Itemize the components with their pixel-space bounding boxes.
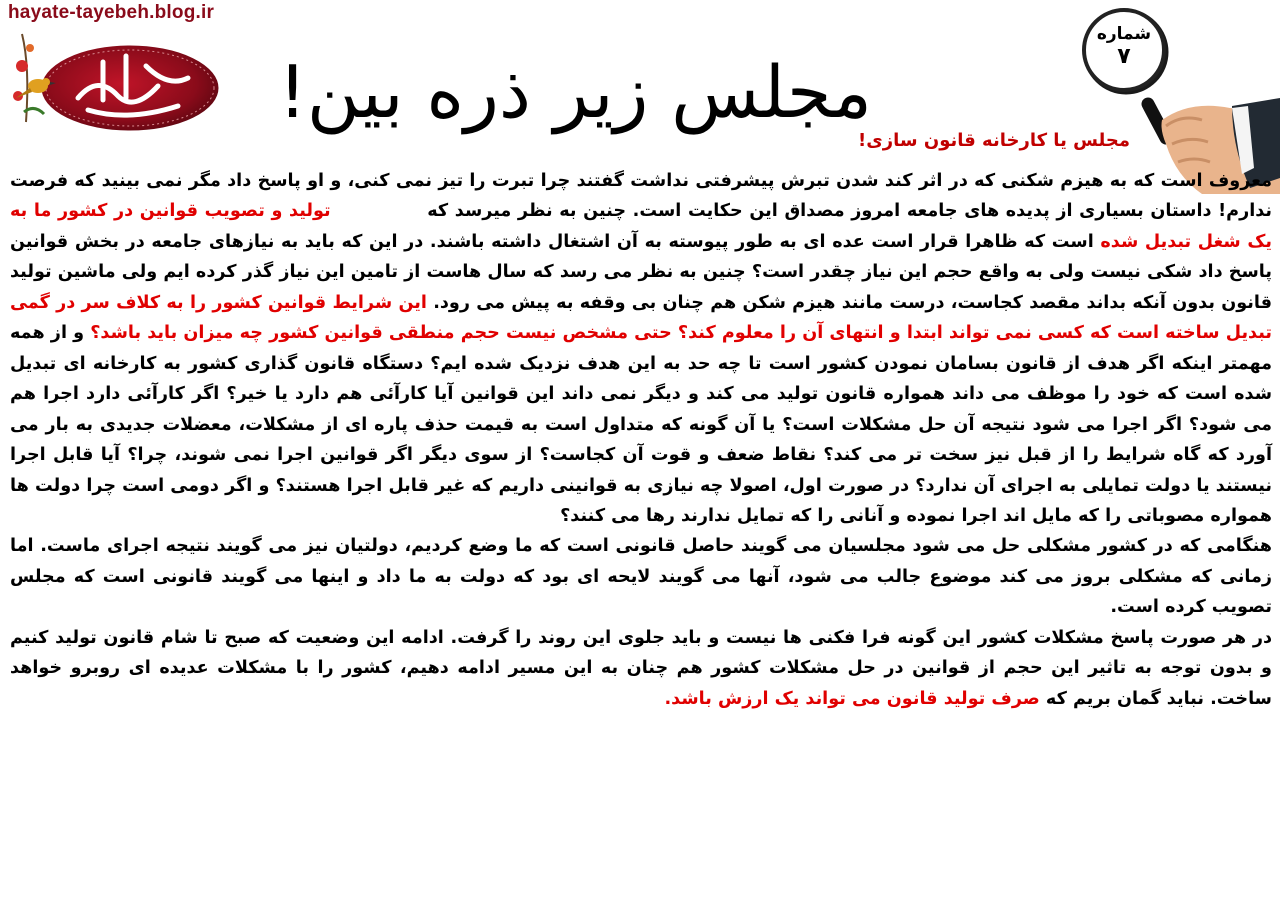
paragraph-2: هنگامی که در کشور مشکلی حل می شود مجلسیان می گویند حاصل قانونی است که ما وضع کردیم، دولتیان نیز می گویند نتیجه اجرای ماست. اما زمانی که مشکلی بروز می کند موضوع جالب می شود، آنها می گویند لایحه ای بود که دولت به ما داد و اینها می گویند قانونی است که مجلس تصویب کرده است. <box>10 536 1272 618</box>
text-segment: معروف است که به هیزم شکنی که در اثر کند شدن تبرش پیشرفتی نداشت گفتند چرا تبرت را تیز نمی کنی، و او پاسخ داد مگر نمی بینید که فرصت ندارم! داستان بسیاری از پدیده های جامعه امروز مصداق این حکایت است. چنین به نظر میرسد که <box>10 171 1272 222</box>
paragraph-1 <box>10 166 1272 531</box>
text-segment: است که ظاهرا قرار است عده ای به طور پیوسته به آن اشتغال داشته باشند. در این که باید به نیازهای جامعه در بخش قوانین پاسخ داد شکی نیست ولی به واقع حجم این نیاز چقدر است؟ چنین به نظر می رسد که سال هاست از تامین این نیاز گذر کرده ایم ولی ماشین تولید قانون بدون آنکه بداند مقصد کجاست، درست مانند هیزم شکن هم چنان بی وقفه به پیش می رود. <box>10 231 1272 313</box>
highlight-text: این شرایط قوانین کشور را به کلاف سر در گمی تبدیل ساخته است که کسی نمی تواند ابتدا و انتهای آن را معلوم کند؟ حتی مشخص نیست حجم منطقی قوانین کشور چه میزان باید باشد؟ <box>10 292 1273 344</box>
highlight-text: تولید و تصویب قوانین در کشور ما به یک شغل تبدیل شده <box>10 201 1272 252</box>
blog-url: hayate-tayebeh.blog.ir <box>8 2 215 23</box>
paragraph-3 <box>10 623 1272 714</box>
article-body <box>10 166 1272 714</box>
page-title: مجلس زیر ذره بین! <box>278 50 872 134</box>
text-segment: در هر صورت پاسخ مشکلات کشور این گونه فرا فکنی ها نیست و باید جلوی این روند را گرفت. ادامه این وضعیت که صبح تا شام قانون تولید کنیم و بدون توجه به تاثیر این حجم از قوانین در حل مشکلات کشور هم چنان به این مسیر ادامه دهیم، کشور را با مشکلات عدیده ای روبرو خواهد ساخت. نباید گمان بریم که <box>10 627 1272 709</box>
text-segment: و از همه مهمتر اینکه اگر هدف از قانون بسامان نمودن کشور است تا چه حد به این هدف نزدیک شده ایم؟ دستگاه قانون گذاری کشور به کارخانه ای تبدیل شده است که خود را موظف می داند همواره قانون تولید می کند و دیگر نمی داند این قوانین آیا کارآئی هم دارد یا خیر؟ اگر کارآئی دارد اجرا هم می شود؟ اگر اجرا می شود نتیجه آن حل مشکلات است؟ یا آن گونه که متداول است به قیمت حذف پاره ای از مشکلات، معضلات جدیدی به بار می آورد که گاه شرایط را از قبل نیز سخت تر می کند؟ نقاط ضعف و قوت آن کجاست؟ از سوی دیگر اگر قوانین اجرا نمی شوند، چرا؟ آیا قابل اجرا نیستند یا دولت تمایلی به اجرای آن ندارد؟ در صورت اول، اصولا چه نیازی به قوانینی داریم که غیر قابل اجرا هستند؟ و اگر دومی است چرا دولت ها همواره مصوباتی را که مایل اند اجرا نموده و آنانی را که تمایل ندارند رها می کنند؟ <box>10 323 1272 526</box>
issue-label: شماره <box>1096 24 1152 44</box>
highlight-text: صرف تولید قانون می تواند یک ارزش باشد. <box>664 688 1040 709</box>
subtitle: مجلس یا کارخانه قانون سازی! <box>858 130 1130 151</box>
hayat-tayebeh-logo <box>8 26 223 134</box>
issue-number: ۷ <box>1117 44 1131 69</box>
issue-badge <box>1082 8 1166 92</box>
